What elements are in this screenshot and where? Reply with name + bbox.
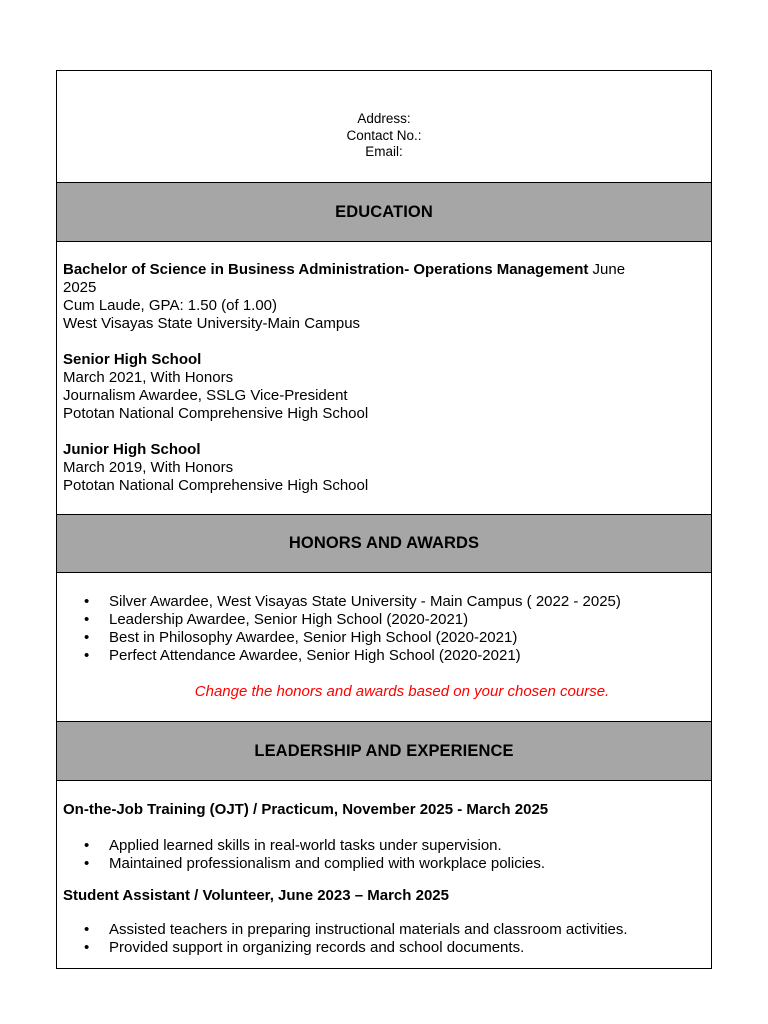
contact-number-label: Contact No.: [346,127,422,143]
bullet-icon: • [84,593,90,610]
bullet-icon: • [84,647,90,664]
bullet-icon: • [84,939,90,956]
list-item: • Maintained professionalism and complied with workplace policies. [84,855,546,872]
list-item: • Provided support in organizing records and school documents. [84,939,525,956]
shs-title: Senior High School [63,351,202,368]
list-item: • Perfect Attendance Awardee, Senior High School (2020-2021) [84,647,521,664]
list-item: • Silver Awardee, West Visayas State University - Main Campus ( 2022 - 2025) [84,593,621,610]
address-label: Address: [357,111,411,126]
role-title-ojt: On-the-Job Training (OJT) / Practicum, November 2025 - March 2025 [63,801,549,818]
college-school: West Visayas State University-Main Campus [63,315,361,332]
college-date-year: 2025 [63,279,97,296]
bullet-icon: • [84,855,90,872]
jhs-date: March 2019, With Honors [63,459,234,476]
college-honors: Cum Laude, GPA: 1.50 (of 1.00) [63,297,278,314]
role-title-assistant: Student Assistant / Volunteer, June 2023 – March 2025 [63,887,449,904]
college-date-month: June [588,261,626,278]
leadership-heading: LEADERSHIP AND EXPERIENCE [57,721,711,781]
shs-awards: Journalism Awardee, SSLG Vice-President [63,387,348,404]
bullet-icon: • [84,837,90,854]
list-item: • Leadership Awardee, Senior High School (2020-2021) [84,611,469,628]
jhs-school: Pototan National Comprehensive High School [63,477,369,494]
list-item: • Applied learned skills in real-world tasks under supervision. [84,837,502,854]
honors-list [63,593,705,665]
shs-school: Pototan National Comprehensive High School [63,405,369,422]
bullet-icon: • [84,629,90,646]
honors-section [63,593,705,701]
shs-date: March 2021, With Honors [63,369,234,386]
leadership-section [63,801,705,957]
bullet-icon: • [84,611,90,628]
list-item: • Assisted teachers in preparing instructional materials and classroom activities. [84,921,628,938]
resume-page [56,70,712,969]
email-label: Email: [365,144,403,159]
education-entry-college [63,261,705,279]
college-degree: Bachelor of Science in Business Administration- Operations Management [63,261,589,278]
education-heading: EDUCATION [57,183,711,242]
bullet-icon: • [84,921,90,938]
honors-note: Change the honors and awards based on your chosen course. [194,683,610,700]
jhs-title: Junior High School [63,441,201,458]
honors-heading: HONORS AND AWARDS [57,514,711,573]
education-section [63,261,705,495]
contact-block [57,71,711,183]
ojt-duties-list [63,837,705,873]
list-item: • Best in Philosophy Awardee, Senior High School (2020-2021) [84,629,518,646]
assistant-duties-list [63,921,705,957]
